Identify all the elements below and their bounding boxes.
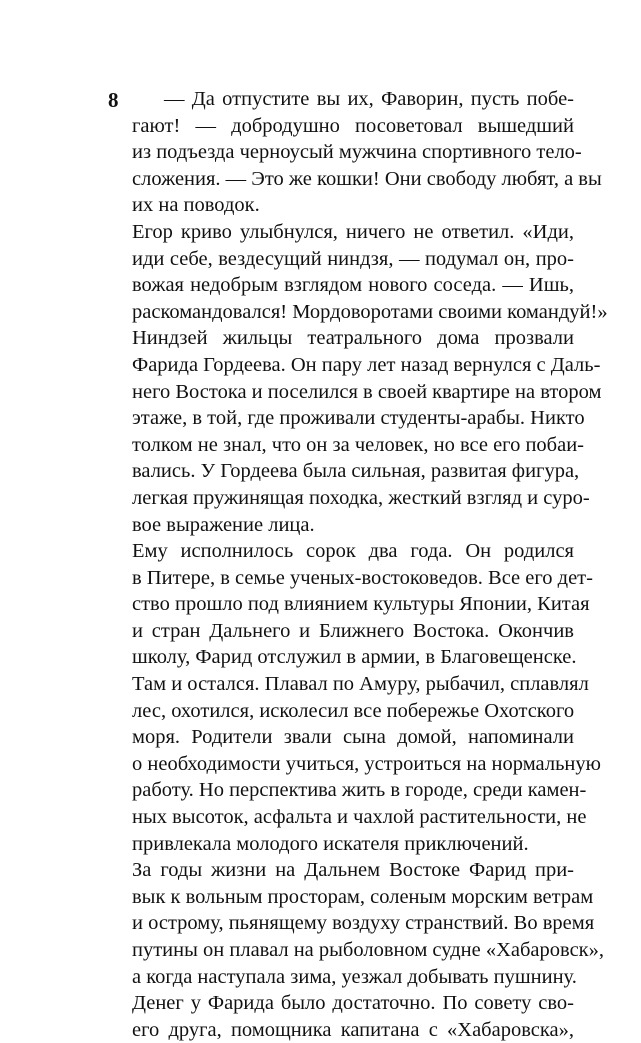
text-line: гают! — добродушно посоветовал вышедший	[132, 114, 574, 137]
text-line: Фарида Гордеева. Он пару лет назад вернулся с Даль-	[132, 353, 601, 376]
paragraph-2	[108, 219, 608, 325]
text-line: вались. У Гордеева была сильная, развитая фигура,	[132, 460, 580, 483]
text-line: лес, охотился, исколесил все побережье Охотского	[132, 699, 575, 722]
body-text	[108, 86, 608, 1043]
page-number: 8	[108, 88, 119, 112]
text-line: вык к вольным просторам, соленым морским ветрам	[132, 885, 594, 908]
paragraph-4	[108, 538, 601, 857]
text-line: и стран Дальнего и Ближнего Востока. Окончив	[132, 619, 574, 642]
text-line: За годы жизни на Дальнем Востоке Фарид при-	[132, 859, 574, 882]
text-line: привлекала молодого искателя приключений.	[132, 832, 529, 855]
text-line: этаже, в той, где проживали студенты-арабы. Никто	[132, 407, 585, 430]
text-line: а когда наступала зима, уезжал добывать пушнину.	[132, 965, 577, 988]
text-line: из подъезда черноусый мужчина спортивного тело-	[132, 141, 582, 164]
paragraph-5	[108, 857, 605, 1043]
text-line: Ему исполнилось сорок два года. Он родился	[132, 540, 574, 563]
text-line: ство прошло под влиянием культуры Японии, Китая	[132, 593, 590, 616]
text-line: моря. Родители звали сына домой, напоминали	[132, 726, 574, 749]
text-line: Егор криво улыбнулся, ничего не ответил. «Иди,	[132, 220, 574, 243]
text-line: о необходимости учиться, устроиться на нормальную	[132, 752, 601, 775]
text-line: раскомандовался! Мордоворотами своими командуй!»	[132, 300, 608, 323]
text-line: школу, Фарид отслужил в армии, в Благовещенске.	[132, 646, 577, 669]
paragraph-1	[108, 86, 602, 219]
text-line: в Питере, в семье ученых-востоковедов. Все его дет-	[132, 566, 593, 589]
text-line: легкая пружинящая походка, жесткий взгляд и суро-	[132, 486, 590, 509]
text-line: путины он плавал на рыболовном судне «Хабаровск»,	[132, 939, 605, 961]
text-line: Денег у Фарида было достаточно. По совету сво-	[132, 992, 574, 1015]
text-line: вожая недобрым взглядом нового соседа. — Ишь,	[132, 274, 574, 297]
text-line: Ниндзей жильцы театрального дома прозвали	[132, 327, 574, 350]
text-line: толком не знал, что он за человек, но все его побаи-	[132, 433, 584, 456]
paragraph-3	[108, 325, 602, 538]
text-line: вое выражение лица.	[132, 513, 315, 536]
text-line: ных высоток, асфальта и чахлой растительности, не	[132, 806, 587, 829]
text-line: сложения. — Это же кошки! Они свободу любят, а вы	[132, 167, 602, 190]
text-line: работу. Но перспектива жить в городе, среди камен-	[132, 779, 587, 802]
text-line: — Да отпустите вы их, Фаворин, пусть побе-	[164, 88, 574, 110]
text-line: и острому, пьянящему воздуху странствий. Во время	[132, 912, 595, 935]
text-line: Там и остался. Плавал по Амуру, рыбачил, сплавлял	[132, 673, 589, 696]
text-line: их на поводок.	[132, 194, 260, 217]
text-line: иди себе, вездесущий ниндзя, — подумал он, про-	[132, 247, 574, 270]
text-line: него Востока и поселился в своей квартире на втором	[132, 380, 602, 403]
text-line: его друга, помощника капитана с «Хабаровска»,	[132, 1018, 574, 1041]
